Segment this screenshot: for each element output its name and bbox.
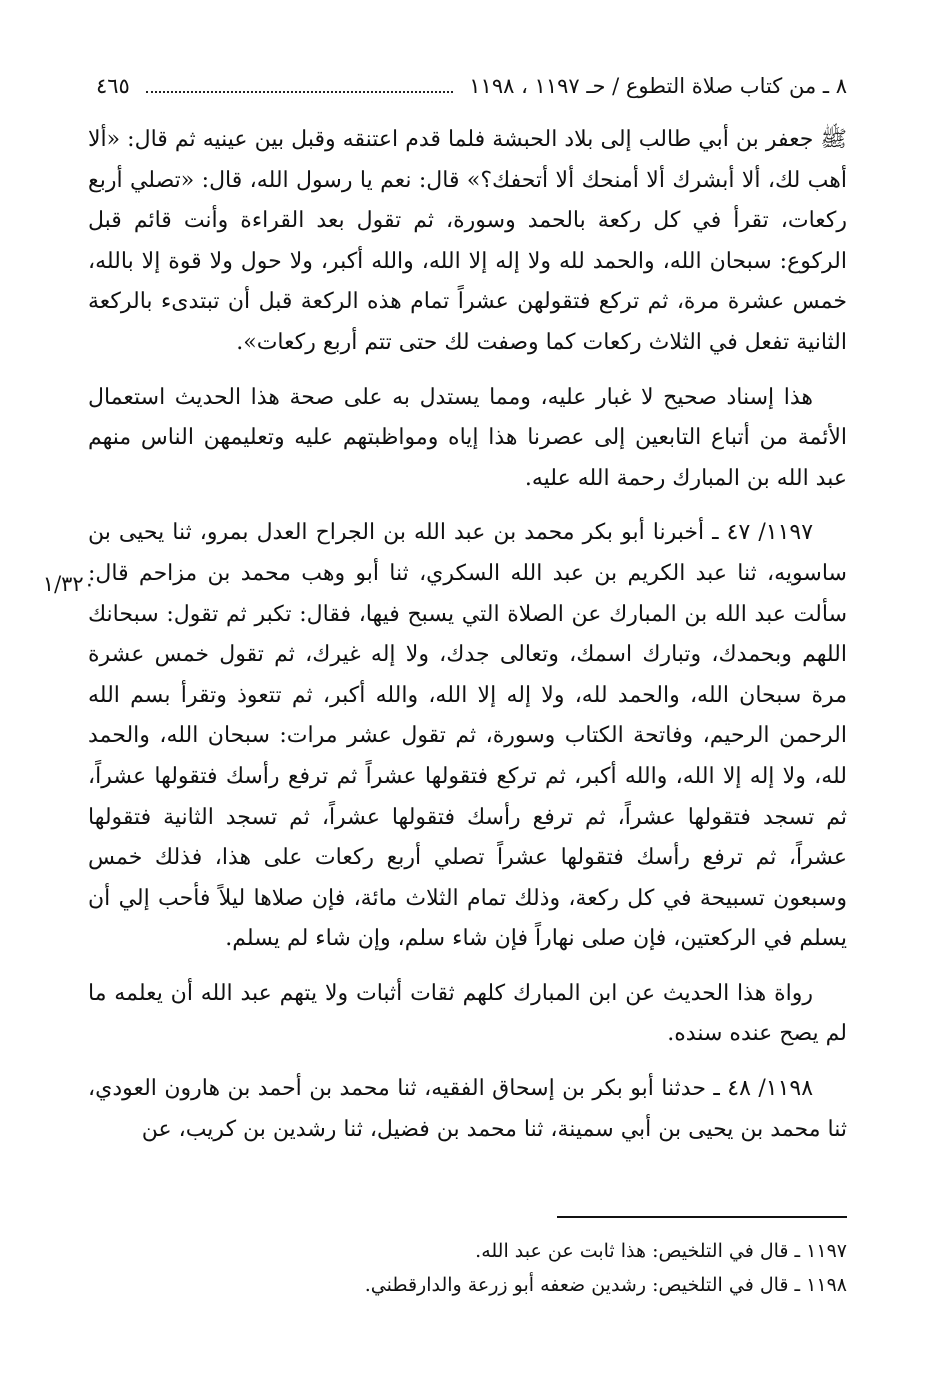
footnote-1198: ١١٩٨ ـ قال في التلخيص: رشدين ضعفه أبو زرعة والدارقطني. [364, 1274, 847, 1296]
paragraph-1: ﷺ جعفر بن أبي طالب إلى بلاد الحبشة فلما قدم اعتنقه وقبل بين عينيه ثم قال: «ألا أهب لك، ألا أبشرك ألا أمنحك ألا أتحفك؟» قال: نعم يا رسول الله، قال: «تصلي أربع ركعات، تقرأ في كل ركعة بالحمد وسورة، ثم تقول بعد القراءة وأنت قائم قبل الركوع: سبحان الله، والحمد لله ولا إله إلا الله، والله أكبر، ولا حول ولا قوة إلا بالله، خمس عشرة مرة، ثم تركع فتقولهن عشراً تمام هذه الركعة قبل أن تبتدىء بالركعة الثانية تفعل في الثلاث ركعات كما وصفت لك حتى تتم أربع ركعات». [88, 127, 847, 355]
footnote-divider [557, 1216, 847, 1218]
running-header [96, 68, 847, 104]
paragraph-2: هذا إسناد صحيح لا غبار عليه، ومما يستدل به على صحة هذا الحديث استعمال الأئمة من أتباع التابعين إلى عصرنا هذا إياه ومواظبتهم عليه وتعليمهن الناس منهم عبد الله بن المبارك رحمة الله عليه. [88, 384, 847, 491]
main-text [88, 120, 847, 1164]
paragraph-5-hadith-1198: ١١٩٨/ ٤٨ ـ حدثنا أبو بكر بن إسحاق الفقيه، ثنا محمد بن أحمد بن هارون العودي، ثنا محمد بن يحيى بن أبي سمينة، ثنا محمد بن فضيل، ثنا رشدين بن كريب، عن [88, 1076, 847, 1142]
page-number: ٤٦٥ [96, 74, 130, 98]
margin-reference: ١/٣٢٠ [42, 572, 95, 596]
paragraph-4: رواة هذا الحديث عن ابن المبارك كلهم ثقات أثبات ولا يتهم عبد الله أن يعلمه ما لم يصح عنده سنده. [88, 980, 847, 1047]
paragraph-3-hadith-1197: ١١٩٧/ ٤٧ ـ أخبرنا أبو بكر محمد بن عبد الله بن الجراح العدل بمرو، ثنا يحيى بن ساسويه، ثنا عبد الكريم بن عبد الله السكري، ثنا أبو وهب محمد بن مزاحم قال: سألت عبد الله بن المبارك عن الصلاة التي يسبح فيها، فقال: تكبر ثم تقول: سبحانك اللهم وبحمدك، وتبارك اسمك، وتعالى جدك، ولا إله غيرك، ثم تقول خمس عشرة مرة سبحان الله، والحمد لله، ولا إله إلا الله، والله أكبر، ثم تتعوذ وتقرأ بسم الله الرحمن الرحيم، وفاتحة الكتاب وسورة، ثم تقول عشر مرات: سبحان الله، والحمد لله، ولا إله إلا الله، والله أكبر، ثم تركع فتقولها عشراً ثم ترفع رأسك فتقولها عشراً، ثم تسجد فتقولها عشراً، ثم ترفع رأسك فتقولها عشراً، ثم تسجد الثانية فتقولها عشراً، ثم ترفع رأسك فتقولها عشراً تصلي أربع ركعات على هذا، فذلك خمس وسبعون تسبيحة في كل ركعة، وذلك تمام الثلاث مائة، فإن صلاها ليلاً فأحب إلي أن يسلم في الركعتين، فإن صلى نهاراً فإن شاء سلم، وإن شاء لم يسلم. [88, 520, 847, 952]
footnotes [88, 1234, 847, 1302]
footnote-1197: ١١٩٧ ـ قال في التلخيص: هذا ثابت عن عبد الله. [475, 1240, 847, 1262]
header-leader-dots [146, 79, 453, 93]
header-title: ٨ ـ من كتاب صلاة التطوع / حـ ١١٩٧ ، ١١٩٨ [469, 74, 847, 98]
